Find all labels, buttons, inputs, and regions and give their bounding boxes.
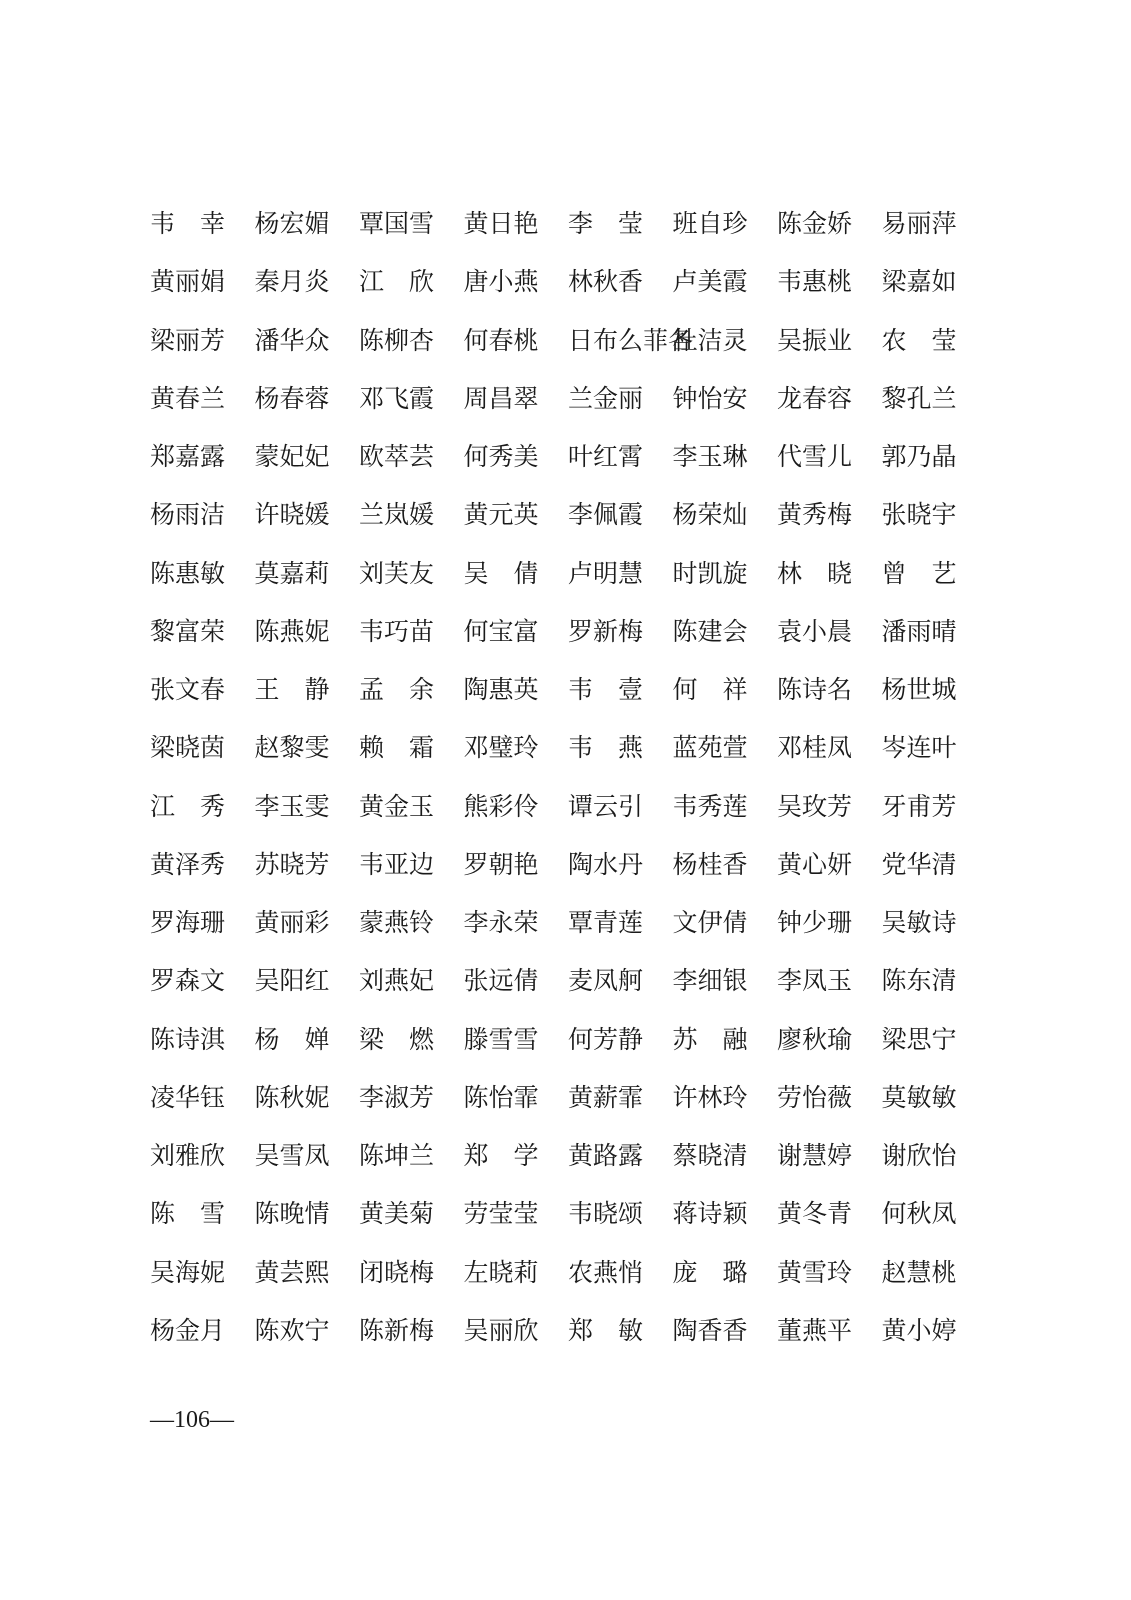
name-entry: 杨荣灿	[672, 500, 748, 530]
name-entry: 麦凤舸	[568, 966, 644, 996]
name-entry: 张文春	[150, 675, 226, 704]
name-entry: 黄金玉	[359, 791, 435, 821]
name-entry: 黄丽彩	[254, 908, 330, 937]
name-entry: 陈诗淇	[150, 1024, 226, 1054]
name-entry: 陶香香	[672, 1315, 748, 1345]
name-entry: 陈晚情	[254, 1199, 330, 1229]
name-entry: 韦晓颂	[568, 1199, 644, 1229]
name-entry: 党华清	[881, 849, 957, 879]
name-entry: 韦 燕	[568, 733, 644, 763]
name-entry: 兰金丽	[568, 383, 644, 413]
name-entry: 董燕平	[777, 1315, 853, 1345]
name-entry: 陈惠敏	[150, 558, 226, 588]
name-entry: 钟少珊	[777, 908, 853, 937]
name-entry: 农燕悄	[568, 1257, 644, 1287]
name-entry: 赵黎雯	[254, 733, 330, 763]
name-entry: 李 莹	[568, 209, 644, 238]
name-entry: 苏晓芳	[254, 849, 330, 879]
name-entry: 邓桂凤	[777, 733, 853, 763]
name-entry: 陈金娇	[777, 209, 853, 238]
name-entry: 陈 雪	[150, 1199, 226, 1229]
name-entry: 孟 余	[359, 675, 435, 704]
name-entry: 叶红霄	[568, 442, 644, 471]
name-entry: 李永荣	[463, 908, 539, 937]
name-entry: 杜洁灵	[672, 325, 748, 355]
name-entry: 周昌翠	[463, 383, 539, 413]
name-entry: 谢慧婷	[777, 1141, 853, 1170]
name-entry: 赖 霜	[359, 733, 435, 763]
name-entry: 黄小婷	[881, 1315, 957, 1345]
name-entry: 杨桂香	[672, 849, 748, 879]
name-entry: 廖秋瑜	[777, 1024, 853, 1054]
name-entry: 吴敏诗	[881, 908, 957, 937]
name-entry: 覃国雪	[359, 209, 435, 238]
name-entry: 杨雨洁	[150, 500, 226, 530]
name-entry: 郑嘉露	[150, 442, 226, 471]
name-entry: 黄薪霏	[568, 1082, 644, 1112]
name-entry: 杨宏媚	[254, 209, 330, 238]
name-entry: 何秀美	[463, 442, 539, 471]
name-entry: 黄秀梅	[777, 500, 853, 530]
name-entry: 何秋凤	[881, 1199, 957, 1229]
name-entry: 江 秀	[150, 791, 226, 821]
name-entry: 罗朝艳	[463, 849, 539, 879]
name-entry: 欧萃芸	[359, 442, 435, 471]
name-entry: 陶水丹	[568, 849, 644, 879]
name-entry: 闭晓梅	[359, 1257, 435, 1287]
name-entry: 吴阳红	[254, 966, 330, 996]
name-entry: 张晓宇	[881, 500, 957, 530]
page-number: —106—	[150, 1407, 234, 1433]
name-entry: 刘燕妃	[359, 966, 435, 996]
name-entry: 陈欢宁	[254, 1315, 330, 1345]
name-entry: 覃青莲	[568, 908, 644, 937]
name-entry: 何春桃	[463, 325, 539, 355]
name-entry: 曾 艺	[881, 558, 957, 588]
name-entry: 韦秀莲	[672, 791, 748, 821]
name-entry: 邓璧玲	[463, 733, 539, 763]
name-entry: 袁小晨	[777, 616, 853, 646]
name-entry: 秦月炎	[254, 267, 330, 297]
name-entry: 杨世城	[881, 675, 957, 704]
name-entry: 梁 燃	[359, 1024, 435, 1054]
name-entry: 黄春兰	[150, 383, 226, 413]
name-entry: 许晓媛	[254, 500, 330, 530]
name-entry: 韦惠桃	[777, 267, 853, 297]
name-entry: 韦 幸	[150, 209, 226, 238]
name-entry: 卢明慧	[568, 558, 644, 588]
name-entry: 莫敏敏	[881, 1082, 957, 1112]
name-entry: 蒋诗颖	[672, 1199, 748, 1229]
name-entry: 梁晓茵	[150, 733, 226, 763]
name-entry: 杨金月	[150, 1315, 226, 1345]
name-entry: 梁思宁	[881, 1024, 957, 1054]
name-entry: 吴玫芳	[777, 791, 853, 821]
name-entry: 班自珍	[672, 209, 748, 238]
name-entry: 吴振业	[777, 325, 853, 355]
name-entry: 梁丽芳	[150, 325, 226, 355]
name-entry: 何宝富	[463, 616, 539, 646]
name-entry: 岑连叶	[881, 733, 957, 763]
name-entry: 陈东清	[881, 966, 957, 996]
name-entry: 韦巧苗	[359, 616, 435, 646]
name-entry: 吴 倩	[463, 558, 539, 588]
name-entry: 郭乃晶	[881, 442, 957, 471]
name-entry: 李玉雯	[254, 791, 330, 821]
name-entry: 李细银	[672, 966, 748, 996]
name-entry: 劳怡薇	[777, 1082, 853, 1112]
name-entry: 黎孔兰	[881, 383, 957, 413]
name-entry: 吴海妮	[150, 1257, 226, 1287]
name-entry: 李佩霞	[568, 500, 644, 530]
name-entry: 黄美菊	[359, 1199, 435, 1229]
name-entry: 时凯旋	[672, 558, 748, 588]
name-entry: 牙甫芳	[881, 791, 957, 821]
name-entry: 江 欣	[359, 267, 435, 297]
name-entry: 滕雪雪	[463, 1024, 539, 1054]
name-entry: 莫嘉莉	[254, 558, 330, 588]
name-entry: 罗海珊	[150, 908, 226, 937]
name-entry: 韦亚边	[359, 849, 435, 879]
name-entry: 谢欣怡	[881, 1141, 957, 1170]
name-entry: 吴雪凤	[254, 1141, 330, 1170]
name-entry: 黄元英	[463, 500, 539, 530]
name-entry: 梁嘉如	[881, 267, 957, 297]
name-entry: 林 晓	[777, 558, 853, 588]
name-entry: 黄心妍	[777, 849, 853, 879]
name-entry: 刘芙友	[359, 558, 435, 588]
name-entry: 唐小燕	[463, 267, 539, 297]
name-entry: 郑 学	[463, 1141, 539, 1170]
name-entry: 潘华众	[254, 325, 330, 355]
name-entry: 刘雅欣	[150, 1141, 226, 1170]
name-entry: 陈新梅	[359, 1315, 435, 1345]
name-entry: 凌华钰	[150, 1082, 226, 1112]
name-entry: 黄丽娟	[150, 267, 226, 297]
name-entry: 熊彩伶	[463, 791, 539, 821]
name-entry: 陈秋妮	[254, 1082, 330, 1112]
name-entry: 陈燕妮	[254, 616, 330, 646]
name-entry: 左晓莉	[463, 1257, 539, 1287]
names-list	[150, 201, 980, 1366]
name-entry: 张远倩	[463, 966, 539, 996]
name-entry: 庞 璐	[672, 1257, 748, 1287]
name-entry: 日布么菲各	[568, 325, 694, 355]
name-entry: 王 静	[254, 675, 330, 704]
name-entry: 兰岚媛	[359, 500, 435, 530]
name-entry: 谭云引	[568, 791, 644, 821]
name-entry: 李玉琳	[672, 442, 748, 471]
name-entry: 蒙燕铃	[359, 908, 435, 937]
name-entry: 黄芸熙	[254, 1257, 330, 1287]
name-entry: 黄冬青	[777, 1199, 853, 1229]
name-entry: 代雪儿	[777, 442, 853, 471]
name-entry: 农 莹	[881, 325, 957, 355]
name-entry: 杨春蓉	[254, 383, 330, 413]
name-entry: 陈柳杏	[359, 325, 435, 355]
name-entry: 黄泽秀	[150, 849, 226, 879]
name-entry: 陈诗名	[777, 675, 853, 704]
name-entry: 韦 壹	[568, 675, 644, 704]
name-entry: 劳莹莹	[463, 1199, 539, 1229]
name-entry: 文伊倩	[672, 908, 748, 937]
name-entry: 罗新梅	[568, 616, 644, 646]
name-entry: 陈怡霏	[463, 1082, 539, 1112]
name-entry: 易丽萍	[881, 209, 957, 238]
name-entry: 蔡晓清	[672, 1141, 748, 1170]
name-entry: 苏 融	[672, 1024, 748, 1054]
name-entry: 黄日艳	[463, 209, 539, 238]
name-entry: 陈建会	[672, 616, 748, 646]
name-entry: 潘雨晴	[881, 616, 957, 646]
name-entry: 吴丽欣	[463, 1315, 539, 1345]
name-entry: 何 祥	[672, 675, 748, 704]
name-entry: 何芳静	[568, 1024, 644, 1054]
name-entry: 郑 敏	[568, 1315, 644, 1345]
name-entry: 罗森文	[150, 966, 226, 996]
name-entry: 李淑芳	[359, 1082, 435, 1112]
name-entry: 林秋香	[568, 267, 644, 297]
name-entry: 邓飞霞	[359, 383, 435, 413]
name-entry: 蒙妃妃	[254, 442, 330, 471]
name-entry: 杨 婵	[254, 1024, 330, 1054]
name-entry: 龙春容	[777, 383, 853, 413]
name-entry: 赵慧桃	[881, 1257, 957, 1287]
name-entry: 黄路露	[568, 1141, 644, 1170]
name-entry: 陶惠英	[463, 675, 539, 704]
name-entry: 许林玲	[672, 1082, 748, 1112]
name-entry: 李凤玉	[777, 966, 853, 996]
name-entry: 卢美霞	[672, 267, 748, 297]
name-entry: 蓝苑萱	[672, 733, 748, 763]
name-entry: 黎富荣	[150, 616, 226, 646]
name-entry: 黄雪玲	[777, 1257, 853, 1287]
name-entry: 钟怡安	[672, 383, 748, 413]
name-entry: 陈坤兰	[359, 1141, 435, 1170]
